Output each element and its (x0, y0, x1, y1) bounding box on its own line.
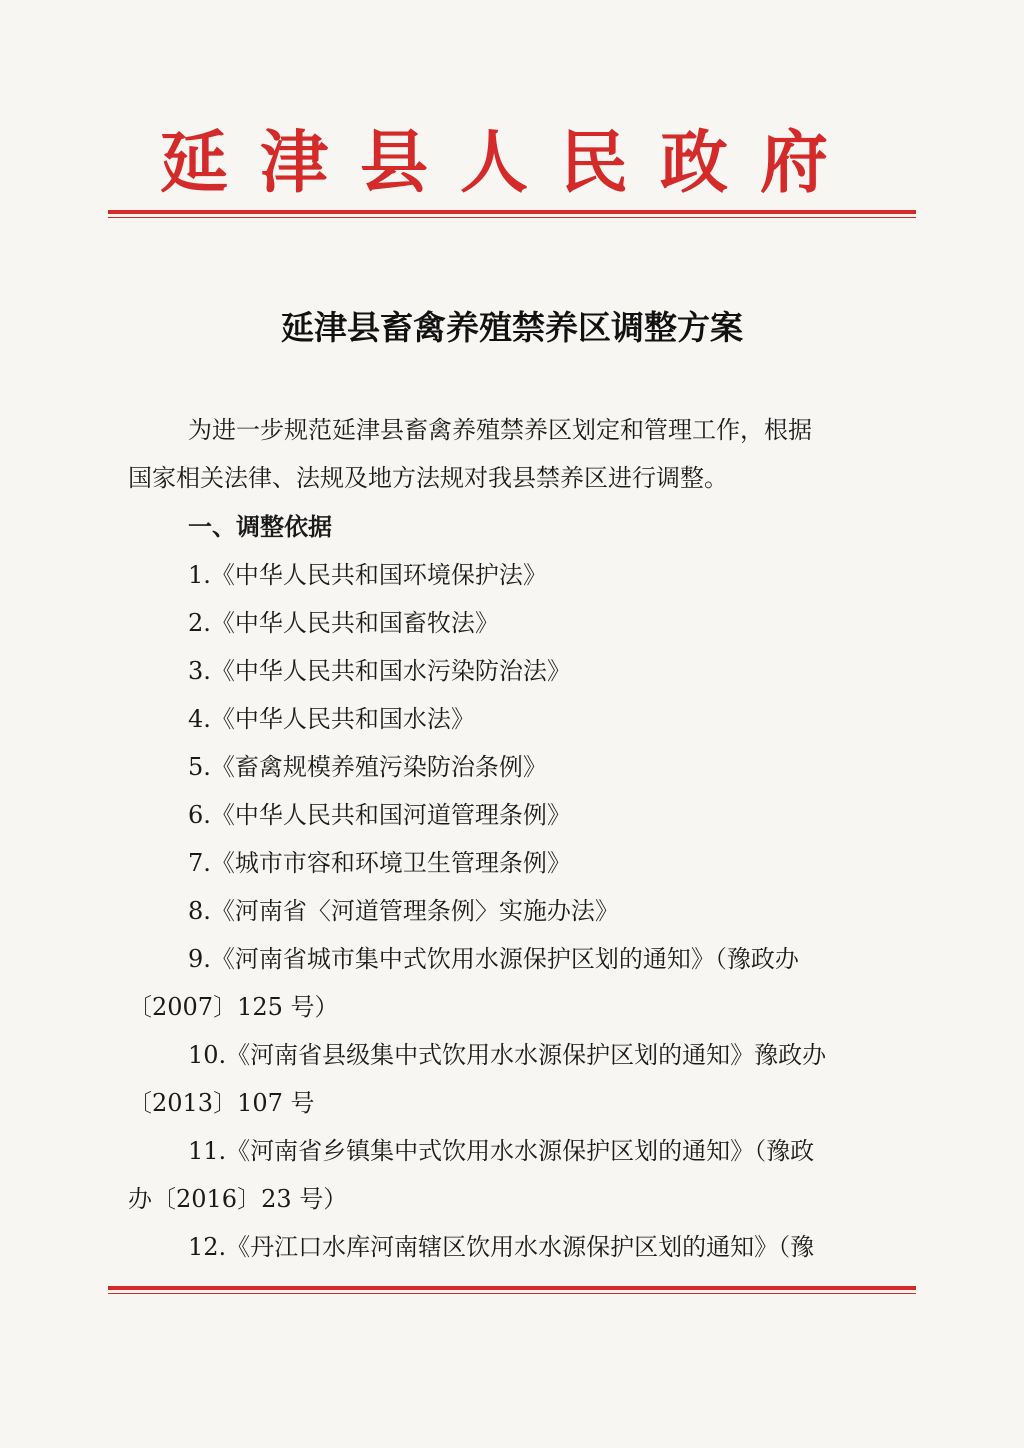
list-item-continuation: 〔2013〕107 号 (128, 1089, 315, 1117)
list-item: 10.《河南省县级集中式饮用水水源保护区划的通知》豫政办 (188, 1041, 827, 1069)
list-item: 5.《畜禽规模养殖污染防治条例》 (188, 753, 547, 781)
letterhead-title: 延津县人民政府 (160, 123, 861, 203)
list-item: 8.《河南省〈河道管理条例〉实施办法》 (188, 897, 619, 925)
list-item: 7.《城市市容和环境卫生管理条例》 (188, 849, 571, 877)
letterhead-rule-thin (108, 217, 916, 218)
intro-line-1: 为进一步规范延津县畜禽养殖禁养区划定和管理工作，根据 (188, 416, 812, 444)
list-item: 9.《河南省城市集中式饮用水源保护区划的通知》（豫政办 (188, 945, 799, 973)
document-title: 延津县畜禽养殖禁养区调整方案 (281, 308, 743, 347)
list-item: 11.《河南省乡镇集中式饮用水水源保护区划的通知》（豫政 (188, 1137, 815, 1165)
footer-rule-thin (108, 1293, 916, 1294)
letterhead-rule-thick (108, 210, 916, 214)
list-item: 4.《中华人民共和国水法》 (188, 705, 475, 733)
list-item-continuation: 〔2007〕125 号） (128, 993, 339, 1021)
intro-line-2: 国家相关法律、法规及地方法规对我县禁养区进行调整。 (128, 464, 728, 492)
list-item: 2.《中华人民共和国畜牧法》 (188, 609, 499, 637)
list-item-continuation: 办〔2016〕23 号） (128, 1185, 348, 1213)
footer-rule-thick (108, 1286, 916, 1290)
list-item: 1.《中华人民共和国环境保护法》 (188, 561, 547, 589)
list-item: 6.《中华人民共和国河道管理条例》 (188, 801, 571, 829)
list-item: 12.《丹江口水库河南辖区饮用水水源保护区划的通知》（豫 (188, 1233, 815, 1261)
list-item: 3.《中华人民共和国水污染防治法》 (188, 657, 571, 685)
section-heading: 一、调整依据 (188, 513, 332, 541)
